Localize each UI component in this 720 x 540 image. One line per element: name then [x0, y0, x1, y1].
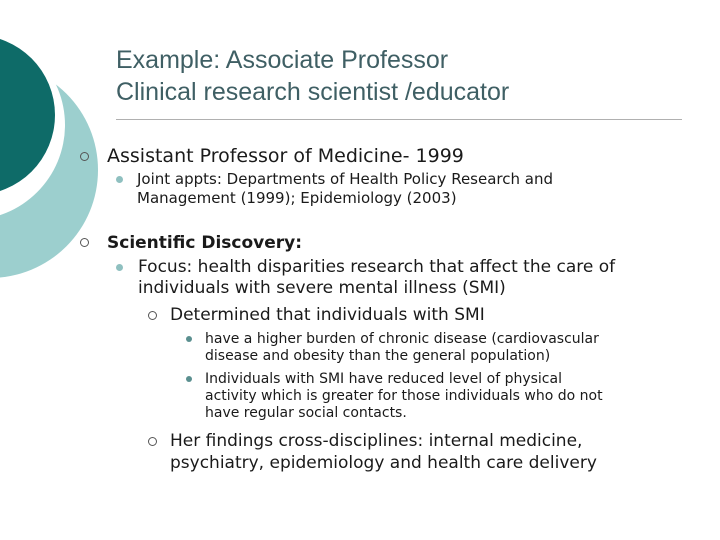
ring-bullet-icon	[148, 437, 157, 446]
bullet-text-line-2: psychiatry, epidemiology and health care delivery	[170, 453, 597, 473]
dot-bullet-icon	[186, 336, 192, 342]
bullet-text-line-1: Focus: health disparities research that affect the care of	[138, 257, 616, 277]
bullet-text-line-3: have regular social contacts.	[205, 405, 407, 421]
bullet-text: Determined that individuals with SMI	[170, 305, 485, 325]
ring-bullet-icon	[148, 311, 157, 320]
bullet-text-line-2: individuals with severe mental illness (SMI)	[138, 278, 506, 298]
bullet-text: Scientific Discovery:	[107, 233, 303, 253]
dot-bullet-icon	[116, 176, 123, 183]
dot-bullet-icon	[116, 264, 123, 271]
title-line-2: Clinical research scientist /educator	[116, 78, 510, 106]
bullet-text-line-2: activity which is greater for those individuals who do not	[205, 388, 603, 404]
bullet-text-line-1: Joint appts: Departments of Health Policy Research and	[137, 170, 553, 188]
bullet-text-line-2: disease and obesity than the general population)	[205, 348, 551, 364]
slide-title	[116, 44, 696, 108]
bullet-text-line-1: Her findings cross-disciplines: internal medicine,	[170, 431, 583, 451]
bullet-text-line-2: Management (1999); Epidemiology (2003)	[137, 189, 457, 207]
bullet-text-line-1: have a higher burden of chronic disease (cardiovascular	[205, 331, 599, 347]
title-divider	[116, 119, 682, 120]
bullet-text: Assistant Professor of Medicine- 1999	[107, 145, 464, 167]
ring-bullet-icon	[80, 152, 89, 161]
dot-bullet-icon	[186, 376, 192, 382]
ring-bullet-icon	[80, 238, 89, 247]
bullet-text-line-1: Individuals with SMI have reduced level of physical	[205, 371, 562, 387]
title-line-1: Example: Associate Professor	[116, 46, 449, 74]
